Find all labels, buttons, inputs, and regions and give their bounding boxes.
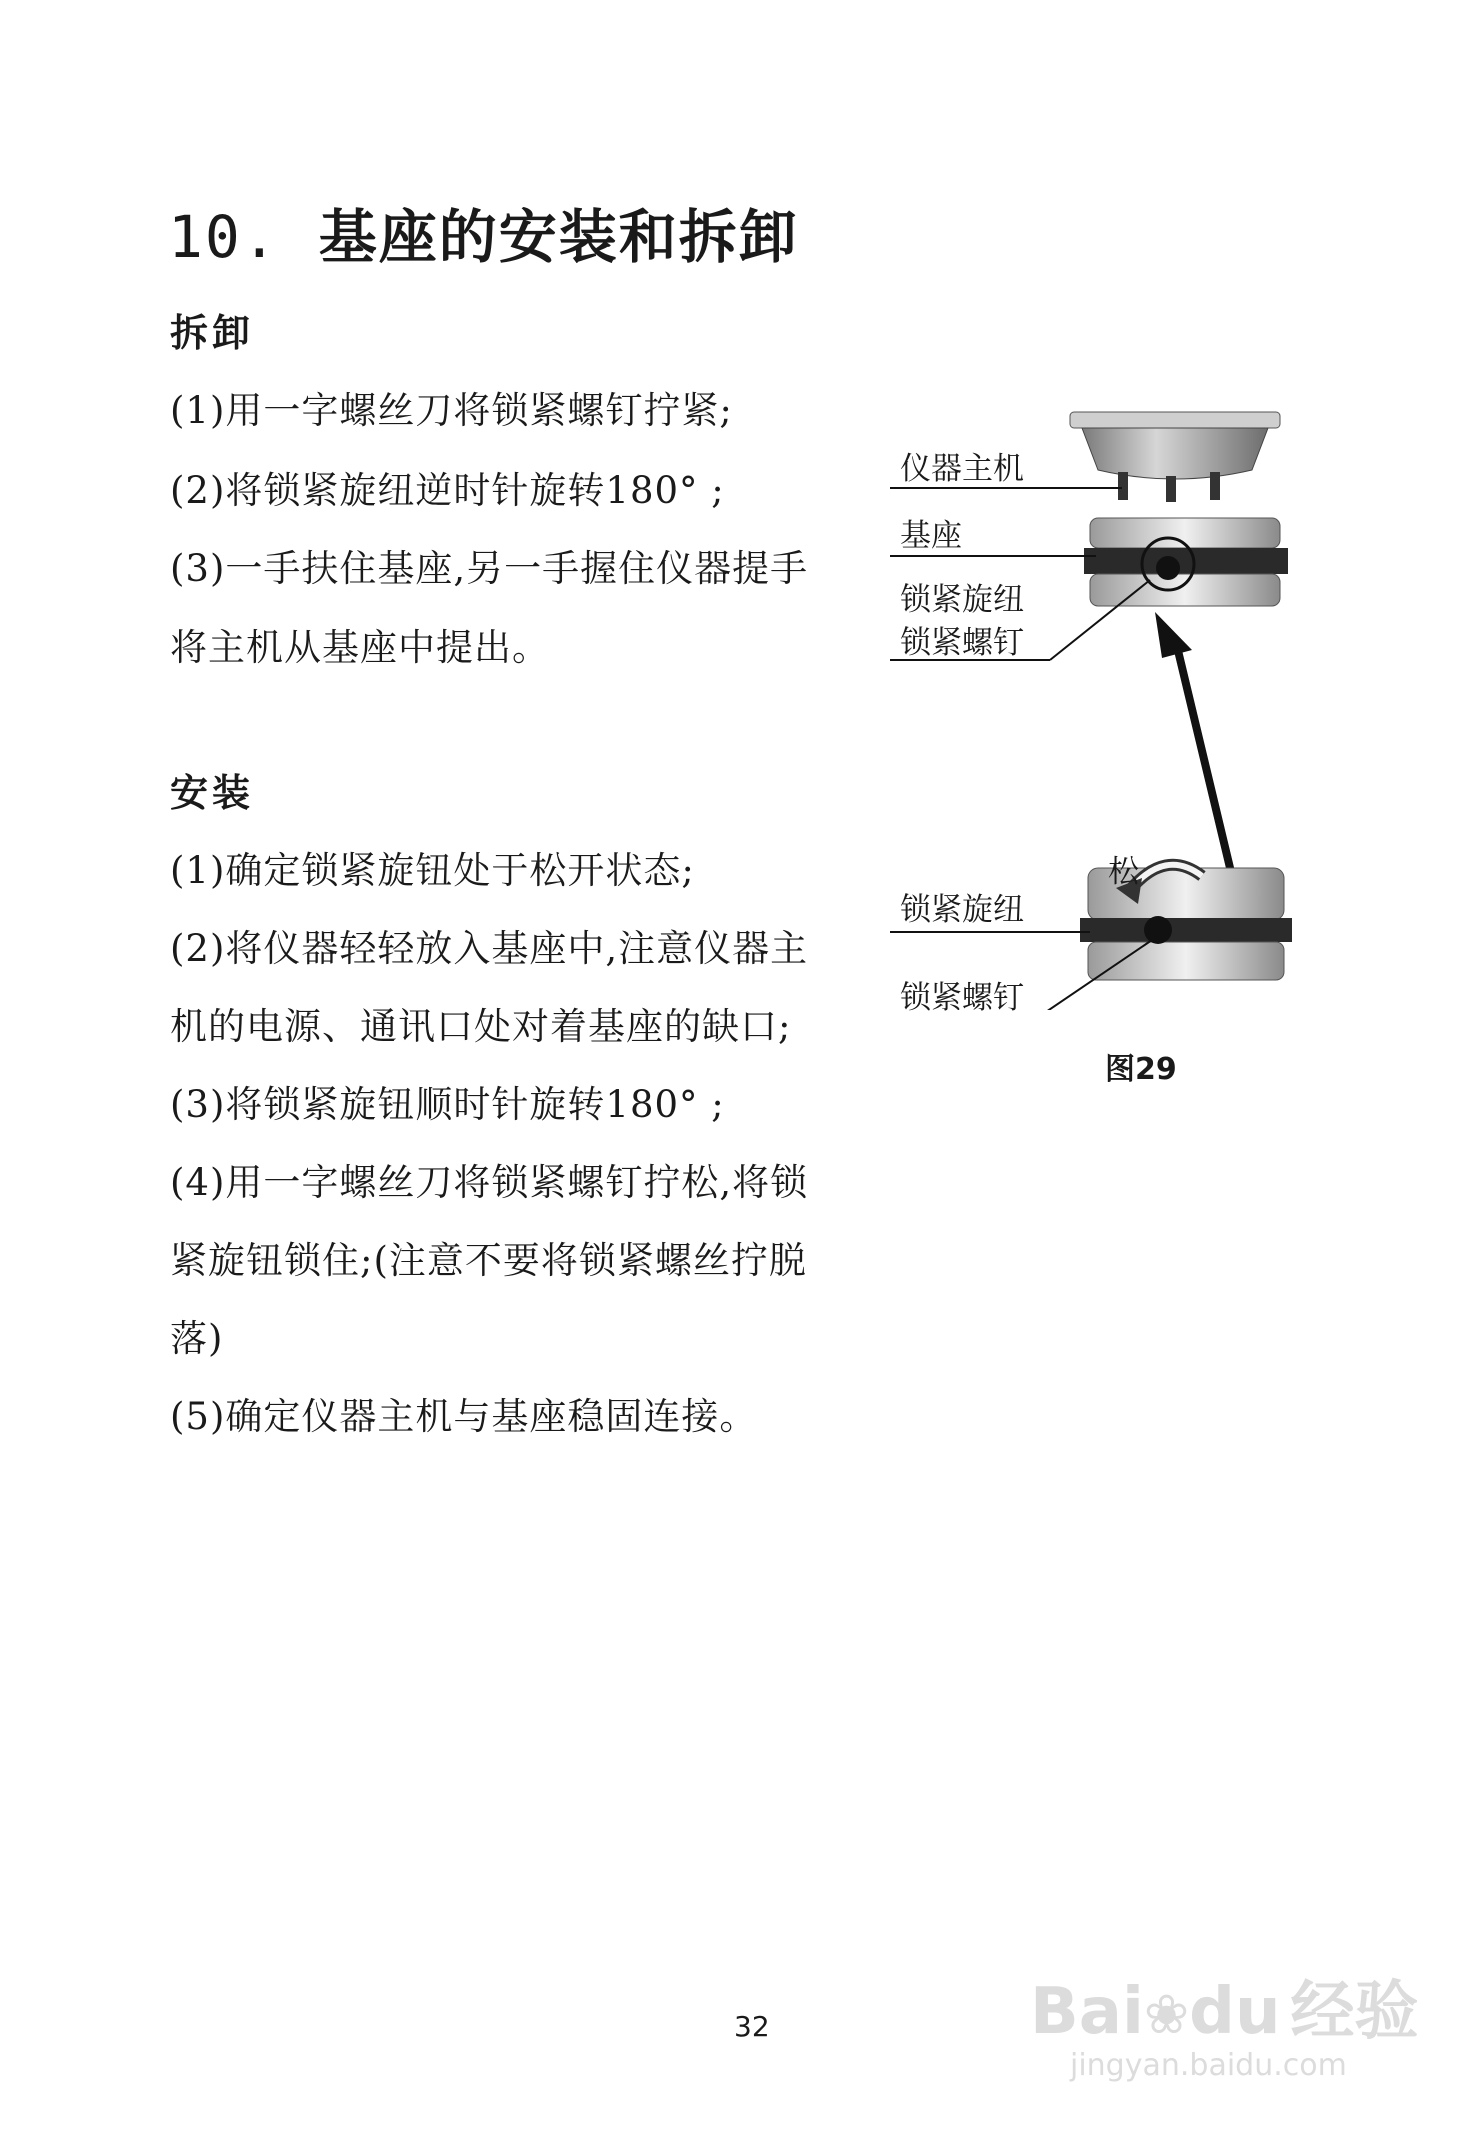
label-loosen: 松	[1108, 854, 1139, 890]
install-step-4-cont: 紧旋钮锁住;(注意不要将锁紧螺丝拧脱	[170, 1239, 807, 1282]
label-instrument: 仪器主机	[900, 451, 1024, 487]
install-step-2: (2)将仪器轻轻放入基座中,注意仪器主	[170, 927, 809, 970]
watermark-brand2: du	[1189, 1975, 1281, 2049]
watermark-brand: Bai	[1030, 1975, 1144, 2049]
section-title: 基座的安装和拆卸	[318, 203, 799, 271]
label-knob-bottom: 锁紧旋纽	[900, 892, 1024, 928]
remove-step-3-cont: 将主机从基座中提出。	[170, 626, 550, 669]
install-step-4: (4)用一字螺丝刀将锁紧螺钉拧松,将锁	[170, 1161, 809, 1204]
page-number: 32	[734, 2010, 770, 2043]
install-step-5: (5)确定仪器主机与基座稳固连接。	[170, 1395, 758, 1438]
watermark-url: jingyan.baidu.com	[1070, 2048, 1347, 2083]
heading-remove: 拆卸	[170, 311, 255, 355]
paw-icon: ❀	[1143, 1983, 1190, 2046]
figure-caption: 图29	[1105, 1052, 1177, 1087]
label-base: 基座	[900, 518, 962, 554]
page-title	[168, 190, 799, 274]
install-step-1: (1)确定锁紧旋钮处于松开状态;	[170, 849, 695, 892]
remove-step-1: (1)用一字螺丝刀将锁紧螺钉拧紧;	[170, 389, 733, 432]
section-number: 10.	[168, 203, 279, 271]
install-step-3: (3)将锁紧旋钮顺时针旋转180° ;	[170, 1083, 725, 1126]
label-screw-top: 锁紧螺钉	[900, 625, 1024, 661]
base-illustration-top	[1084, 518, 1288, 606]
remove-step-2: (2)将锁紧旋纽逆时针旋转180° ;	[170, 469, 725, 512]
heading-install: 安装	[170, 771, 255, 815]
watermark-cn: 经验	[1290, 1975, 1419, 2049]
remove-step-3: (3)一手扶住基座,另一手握住仪器提手	[170, 547, 809, 590]
install-step-2-cont: 机的电源、通讯口处对着基座的缺口;	[170, 1005, 792, 1048]
label-screw-bottom: 锁紧螺钉	[900, 980, 1024, 1016]
install-step-4-end: 落)	[170, 1317, 224, 1360]
label-knob-top: 锁紧旋纽	[900, 582, 1024, 618]
